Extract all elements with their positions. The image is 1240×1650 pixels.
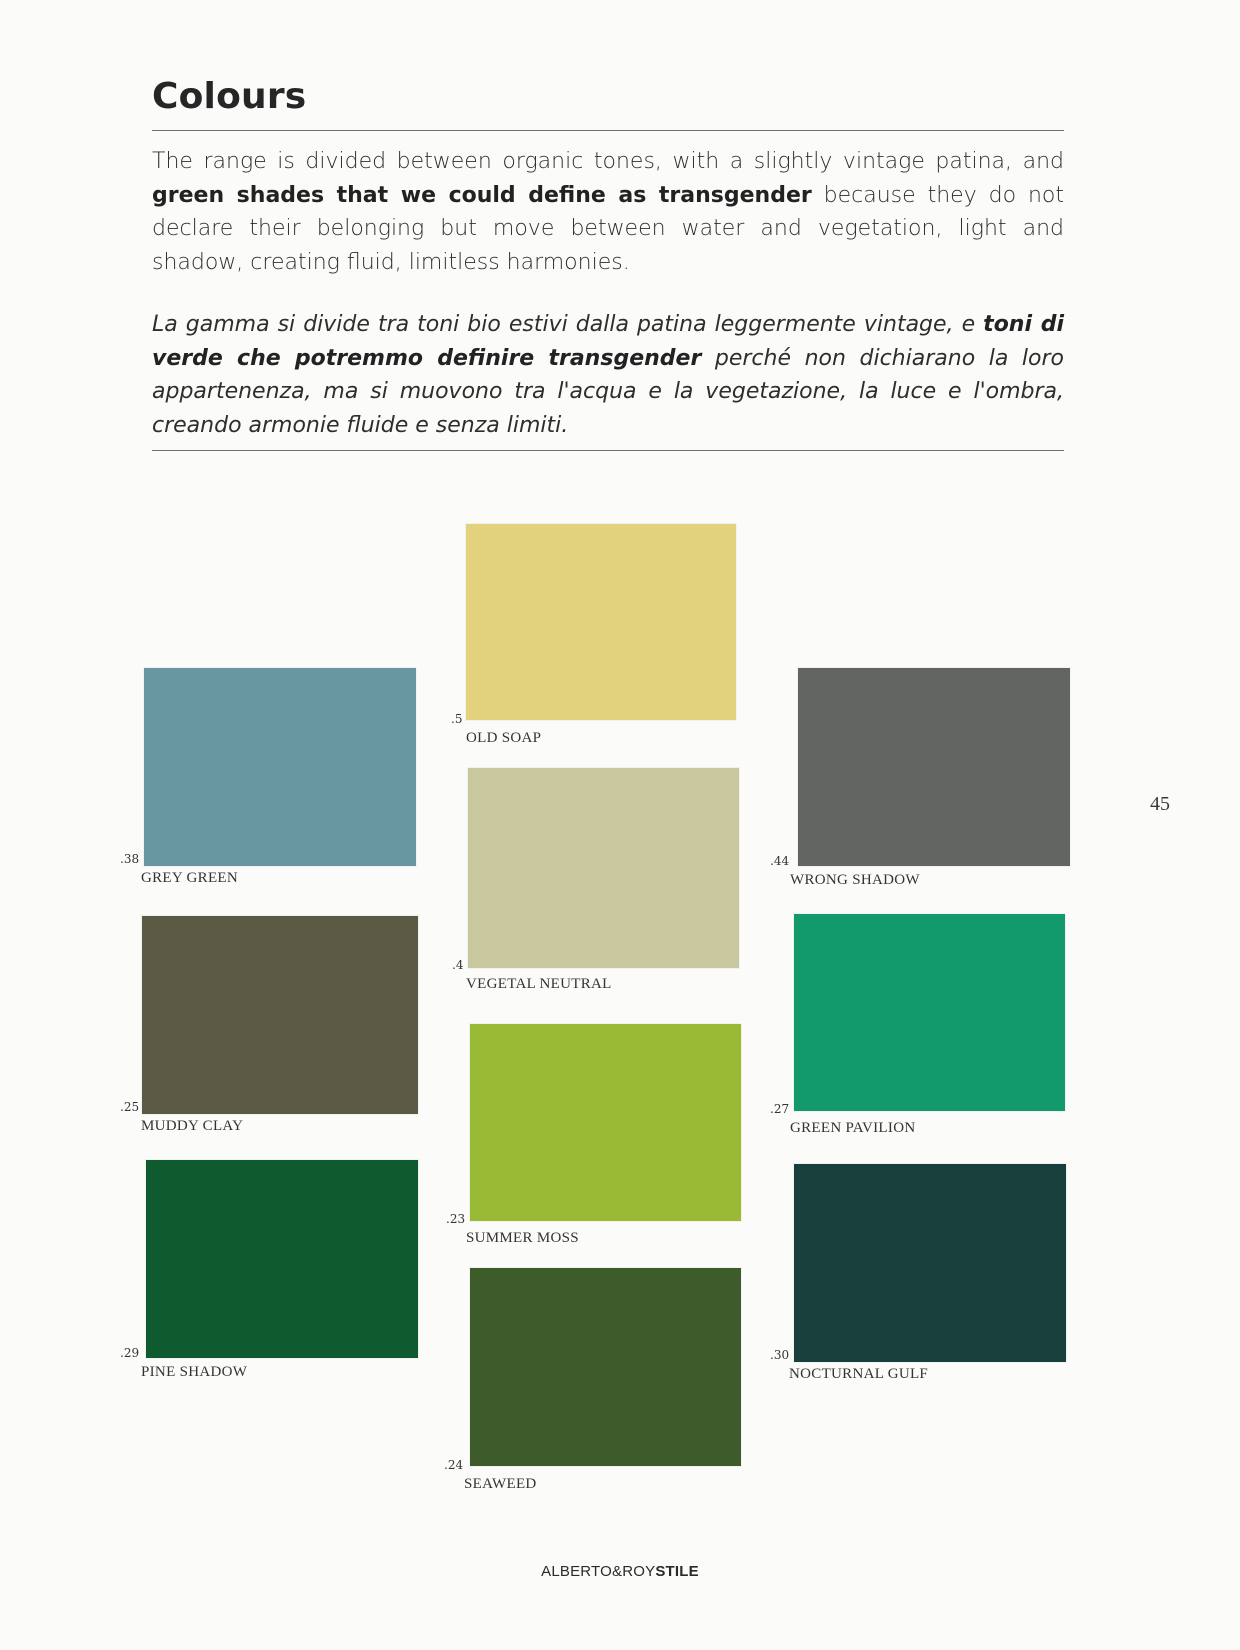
intro-italian-text: La gamma si divide tra toni bio estivi dalla patina leggermente vintage, e	[152, 312, 984, 337]
page-title: Colours	[152, 76, 307, 117]
intro-english-text-end: because they do not declare their belonging but move between water and vegetation, light and shadow, creating fluid, limitless harmonies.	[152, 182, 1065, 275]
swatch-code: .30	[770, 1348, 790, 1362]
swatch-pine-shadow	[146, 1160, 418, 1358]
swatch-code: .5	[451, 712, 463, 726]
swatch-green-pavilion	[794, 914, 1065, 1111]
intro-english-highlight: green shades that we could define as transgender	[152, 182, 812, 208]
swatch-name: SUMMER MOSS	[466, 1230, 579, 1246]
swatch-name: WRONG SHADOW	[790, 872, 920, 888]
swatch-name: GREEN PAVILION	[790, 1120, 916, 1136]
intro-italian	[152, 308, 1064, 442]
footer-brand-text: ALBERTO&ROY	[541, 1563, 656, 1580]
swatch-seaweed	[470, 1268, 741, 1466]
bottom-divider	[152, 450, 1064, 451]
swatch-name: VEGETAL NEUTRAL	[466, 976, 612, 992]
swatch-name: NOCTURNAL GULF	[789, 1366, 929, 1382]
swatch-code: .24	[444, 1458, 464, 1472]
intro-english-text: The range is divided between organic tones, with a slightly vintage patina, and	[152, 149, 1064, 174]
intro-italian-highlight: toni di verde che potremmo definire transgender	[152, 312, 1064, 371]
swatch-code: .23	[446, 1212, 466, 1226]
swatch-muddy-clay	[142, 916, 418, 1114]
intro-english	[152, 145, 1064, 279]
swatch-name: GREY GREEN	[141, 870, 239, 886]
swatch-code: .27	[770, 1102, 790, 1116]
swatch-grey-green	[144, 668, 416, 866]
swatch-name: PINE SHADOW	[141, 1364, 248, 1380]
swatch-code: .4	[452, 958, 464, 972]
page-number: 45	[1150, 793, 1170, 815]
intro-italian-text-end: perché non dichiarano la loro appartenenza, ma si muovono tra l'acqua e la vegetazione, la luce e l'ombra, creando armonie fluide e senza limiti.	[152, 345, 1064, 438]
swatch-summer-moss	[470, 1024, 741, 1221]
swatch-code: .38	[120, 852, 140, 866]
swatch-wrong-shadow	[798, 668, 1070, 866]
swatch-name: OLD SOAP	[466, 730, 542, 746]
swatch-nocturnal-gulf	[794, 1164, 1066, 1362]
swatch-vegetal-neutral	[468, 768, 739, 968]
footer-brand-bold: STILE	[655, 1563, 699, 1580]
swatch-old-soap	[466, 524, 736, 720]
swatch-code: .25	[120, 1100, 140, 1114]
swatch-code: .44	[770, 854, 790, 868]
swatch-name: SEAWEED	[464, 1476, 537, 1492]
swatch-code: .29	[120, 1346, 140, 1360]
top-divider	[152, 130, 1064, 131]
footer-brand	[0, 1563, 1240, 1580]
swatch-name: MUDDY CLAY	[141, 1118, 244, 1134]
